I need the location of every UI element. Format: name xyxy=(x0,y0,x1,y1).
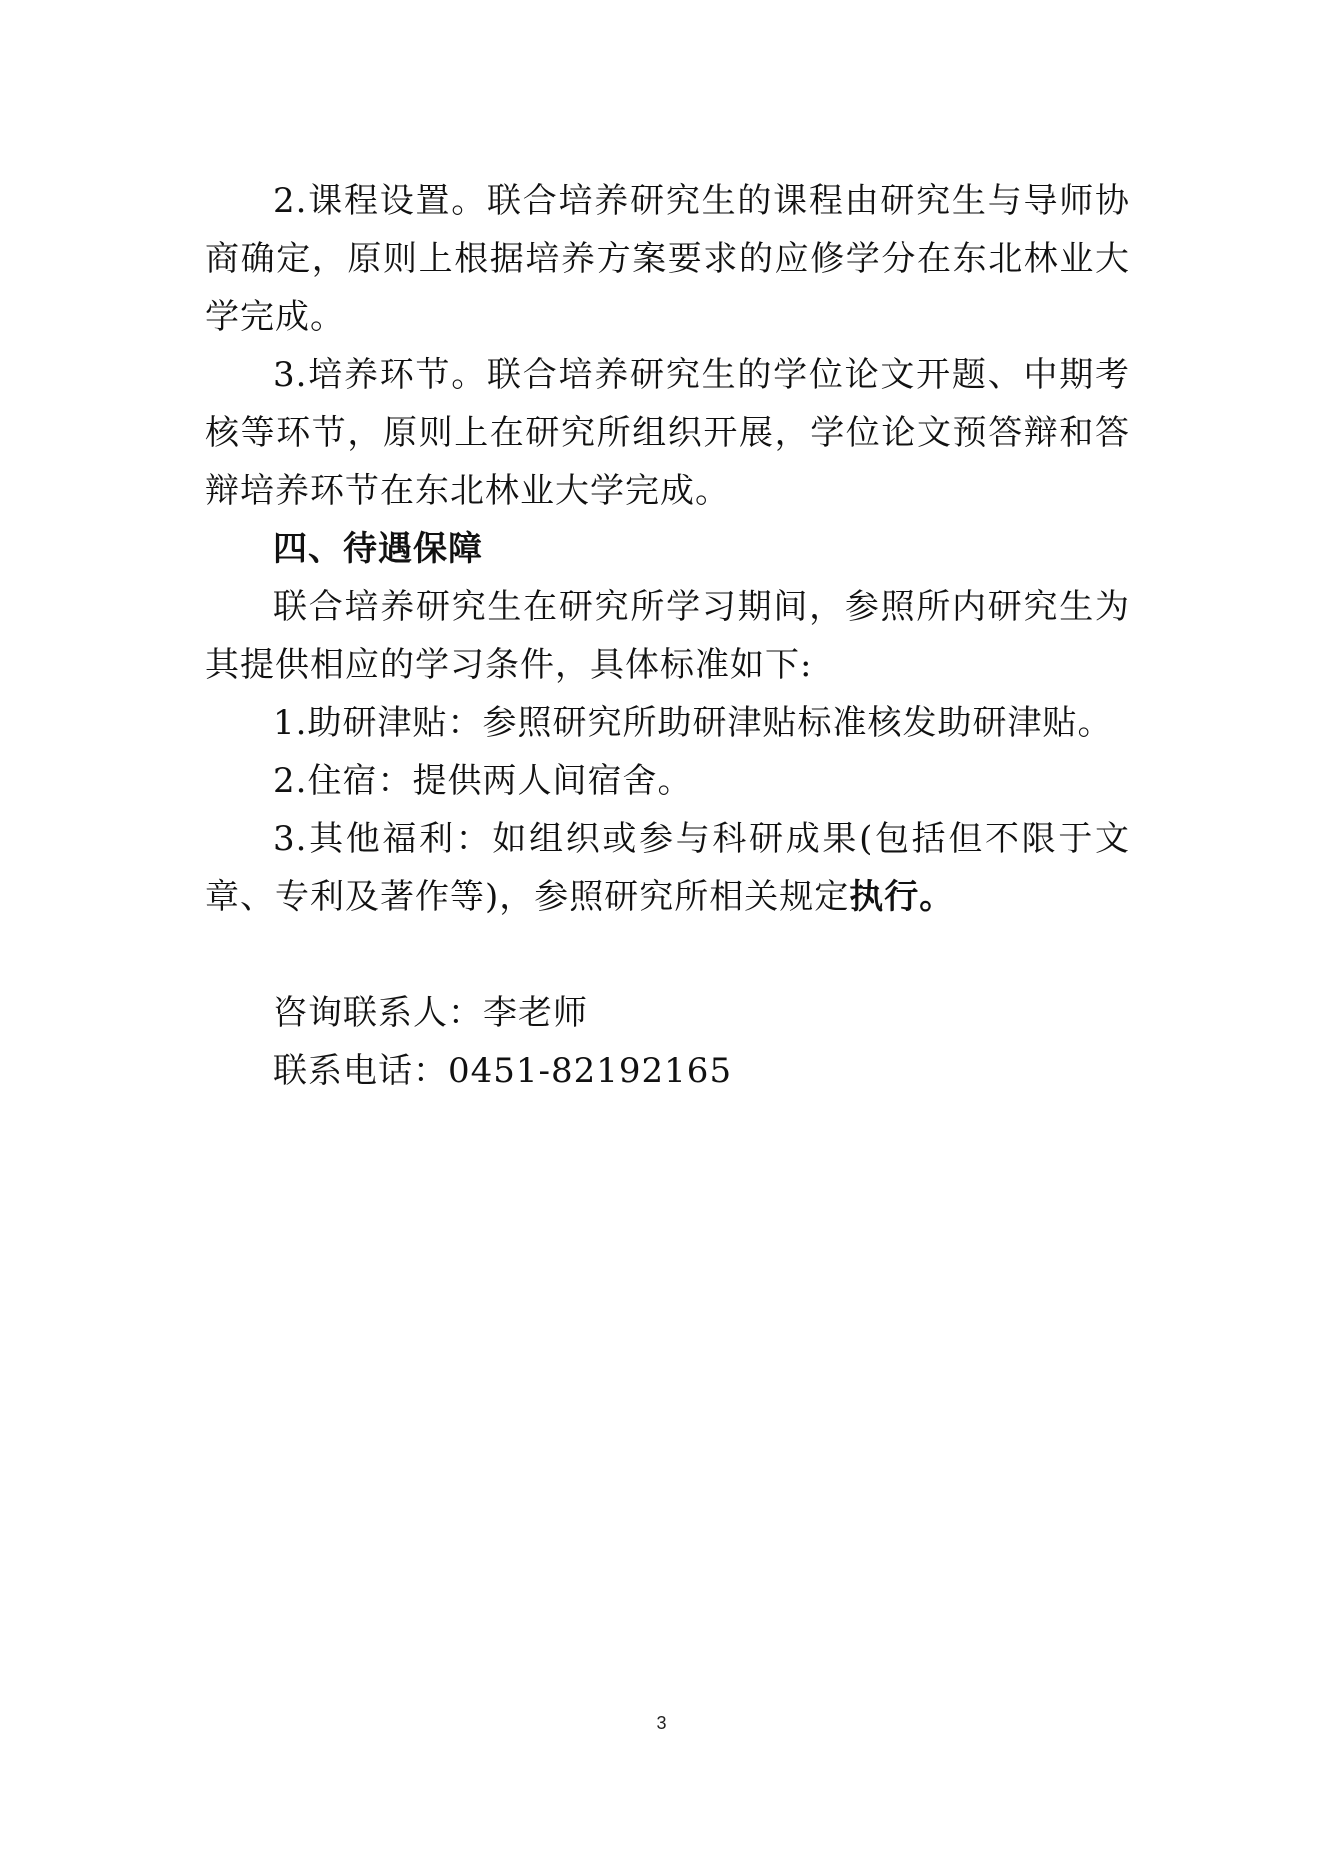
contact-person: 咨询联系人：李老师 xyxy=(273,993,588,1033)
training-stages-paragraph: 3.培养环节。联合培养研究生的学位论文开题、中期考核等环节，原则上在研究所组织开展，学位论文预答辩和答辩培养环节在东北林业大学完成。 xyxy=(205,355,1130,511)
other-benefits-execute-text: 执行。 xyxy=(849,877,955,917)
benefits-intro-paragraph: 联合培养研究生在研究所学习期间，参照所内研究生为其提供相应的学习条件，具体标准如下: xyxy=(205,587,1130,685)
contact-phone: 联系电话：0451-82192165 xyxy=(273,1051,733,1091)
other-benefits-text: 3.其他福利：如组织或参与科研成果(包括但不限于文章、专利及著作等)，参照研究所相关规定 xyxy=(205,819,1130,917)
section-heading-benefits: 四、待遇保障 xyxy=(273,529,483,569)
document-body xyxy=(205,172,1130,1100)
paragraph-spacer xyxy=(205,926,1130,984)
page-number: 3 xyxy=(656,1713,667,1733)
allowance-item: 1.助研津贴：参照研究所助研津贴标准核发助研津贴。 xyxy=(273,703,1113,743)
housing-item: 2.住宿：提供两人间宿舍。 xyxy=(273,761,693,801)
other-benefits-item xyxy=(205,810,1130,926)
course-setting-paragraph: 2.课程设置。联合培养研究生的课程由研究生与导师协商确定，原则上根据培养方案要求的应修学分在东北林业大学完成。 xyxy=(205,181,1130,337)
